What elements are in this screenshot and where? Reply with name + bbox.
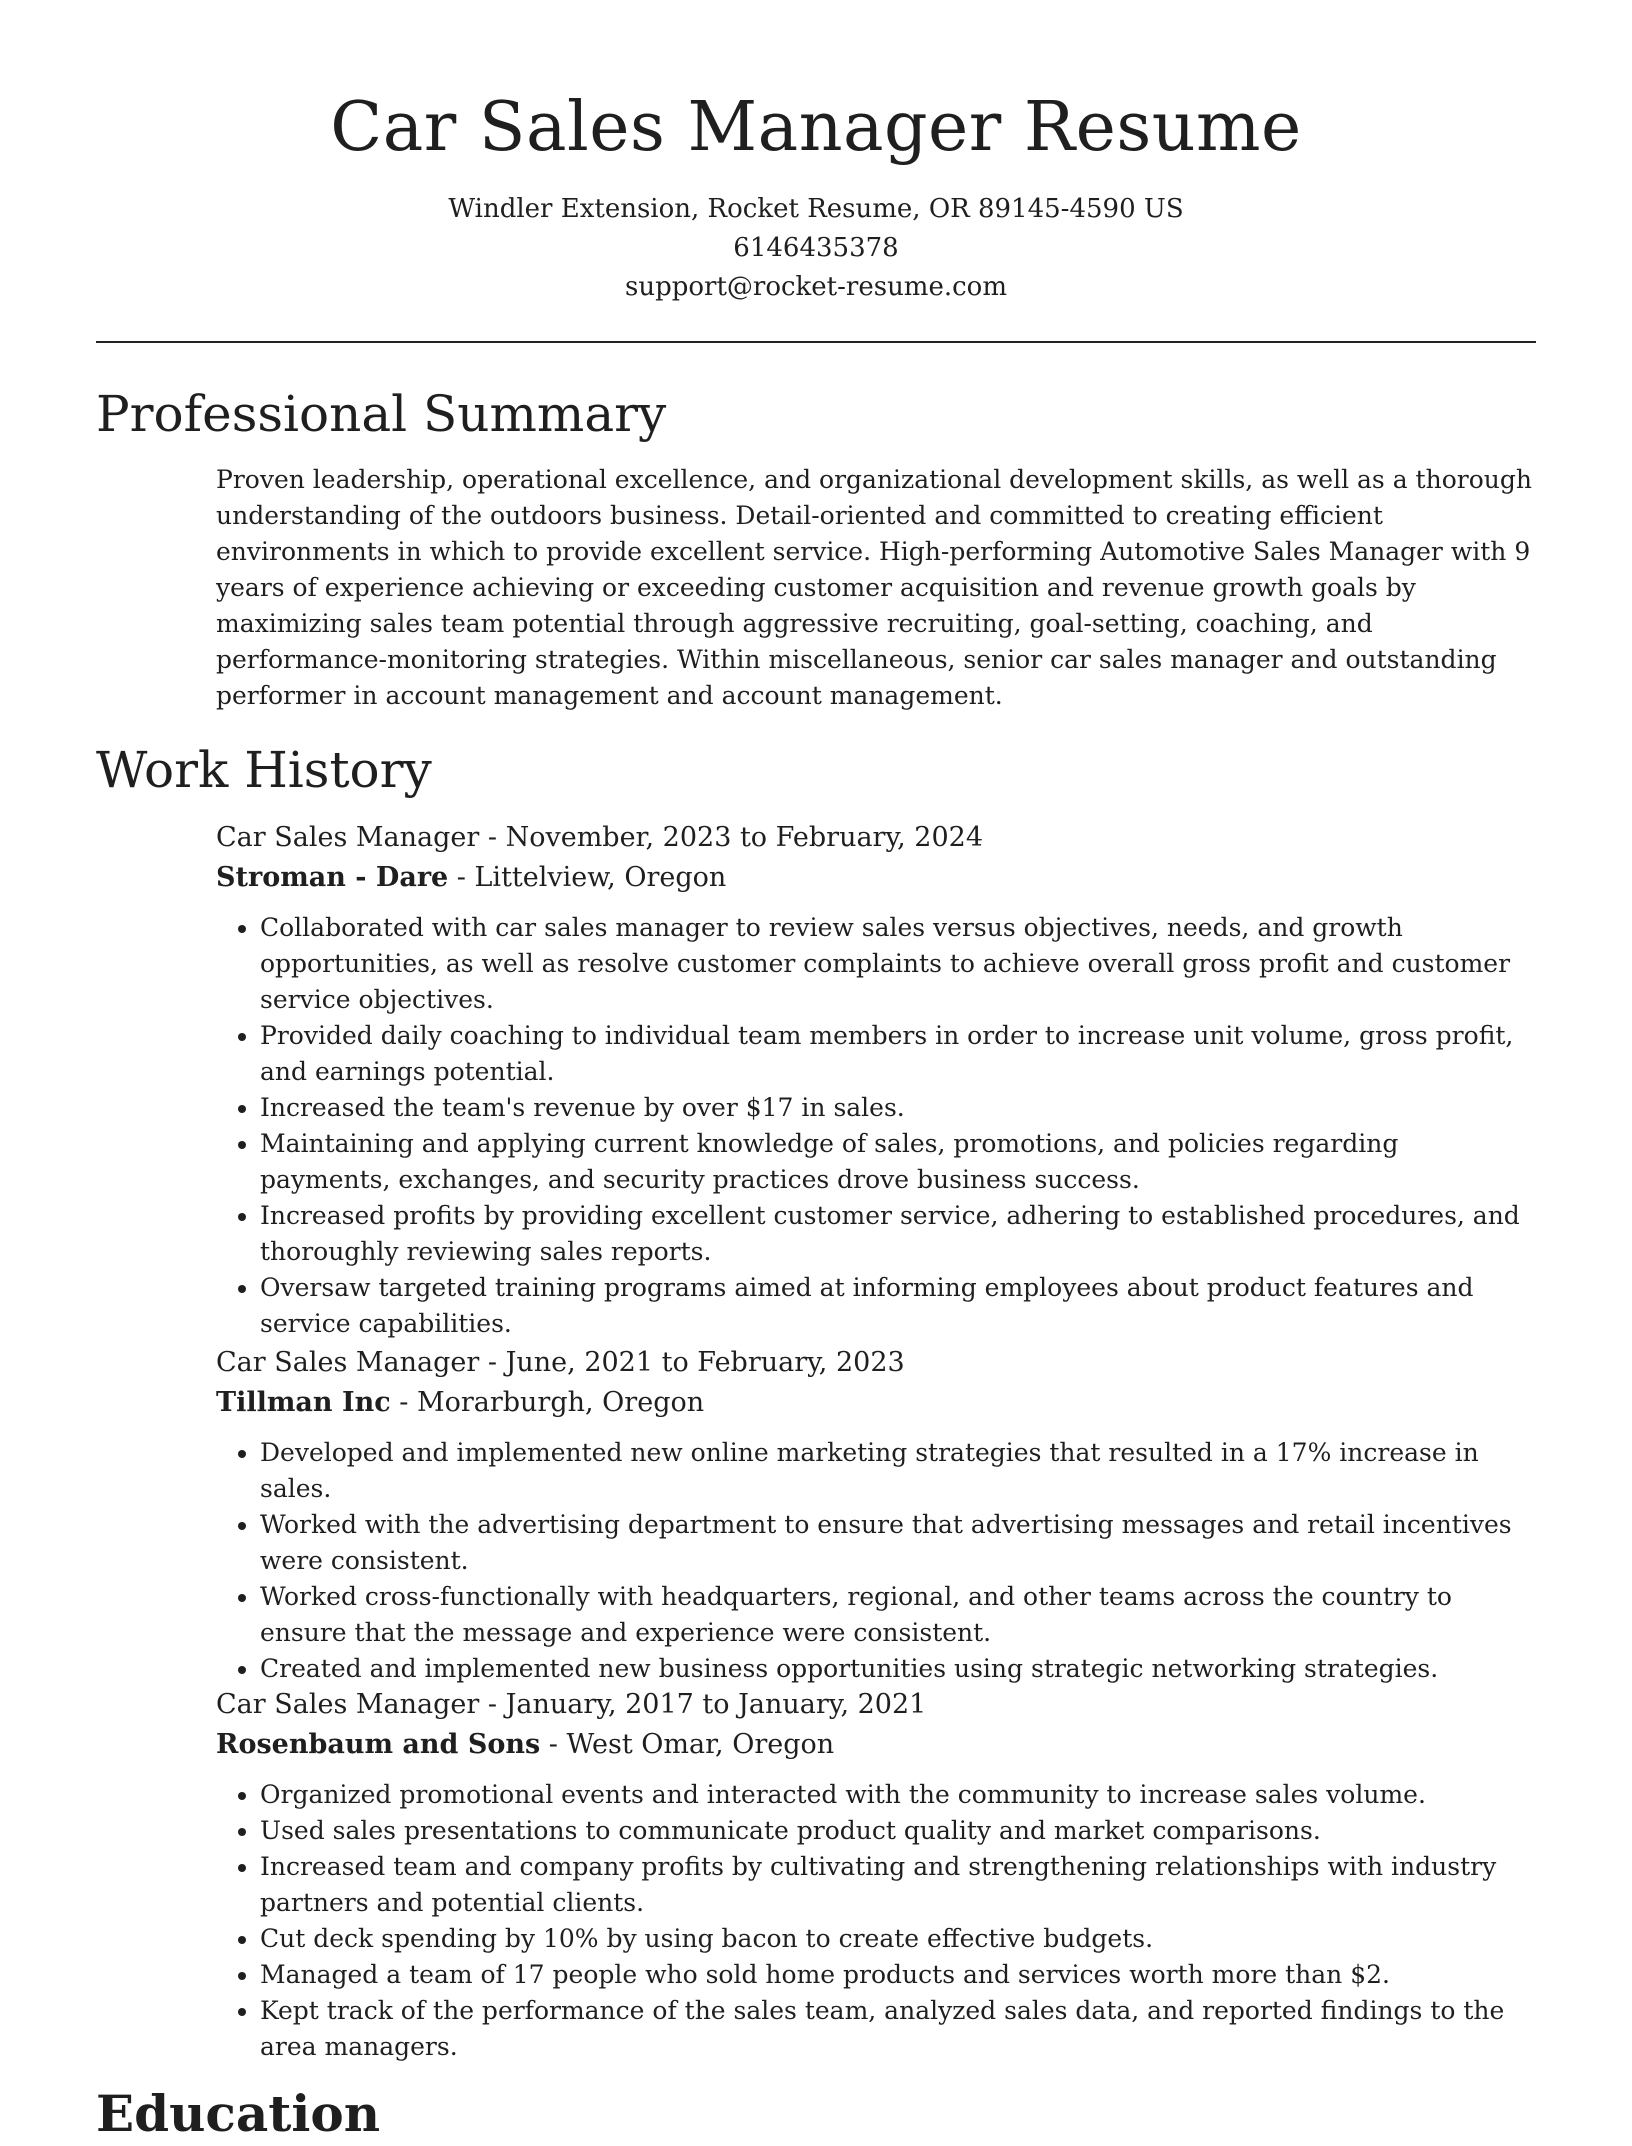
job-title-line: Car Sales Manager - November, 2023 to February, 2024 xyxy=(216,822,984,853)
list-item: • Increased team and company profits by cultivating and strengthening relationships with industry partners and potential clients. xyxy=(260,1849,1536,1921)
list-item: • Kept track of the performance of the sales team, analyzed sales data, and reported findings to the area managers. xyxy=(260,1993,1536,2065)
list-item: • Developed and implemented new online marketing strategies that resulted in a 17% increase in sales. xyxy=(260,1435,1536,1507)
job-bullets xyxy=(216,1435,1536,1687)
list-item: • Collaborated with car sales manager to review sales versus objectives, needs, and growth opportunities, as well as resolve customer complaints to achieve overall gross profit and customer service objectives. xyxy=(260,910,1536,1018)
job-title-line: Car Sales Manager - January, 2017 to January, 2021 xyxy=(216,1689,927,1720)
list-item: • Organized promotional events and interacted with the community to increase sales volume. xyxy=(260,1777,1536,1813)
job-location: - Morarburgh, Oregon xyxy=(390,1387,705,1418)
job-bullets xyxy=(216,1777,1536,2065)
list-item: • Worked cross-functionally with headquarters, regional, and other teams across the country to ensure that the message and experience were consistent. xyxy=(260,1579,1536,1651)
job-company: Stroman - Dare xyxy=(216,862,449,893)
job-entry xyxy=(216,818,1536,1342)
list-item: • Oversaw targeted training programs aimed at informing employees about product features and service capabilities. xyxy=(260,1270,1536,1342)
summary-heading: Professional Summary xyxy=(96,385,667,443)
list-item: • Managed a team of 17 people who sold home products and services worth more than $2. xyxy=(260,1957,1536,1993)
contact-email: support@rocket-resume.com xyxy=(624,272,1007,302)
list-item: • Increased the team's revenue by over $17 in sales. xyxy=(260,1090,1536,1126)
list-item: • Cut deck spending by 10% by using bacon to create effective budgets. xyxy=(260,1921,1536,1957)
resume-title: Car Sales Manager Resume xyxy=(330,88,1302,167)
list-item: • Increased profits by providing excellent customer service, adhering to established procedures, and thoroughly reviewing sales reports. xyxy=(260,1198,1536,1270)
job-bullets xyxy=(216,910,1536,1342)
list-item: • Used sales presentations to communicate product quality and market comparisons. xyxy=(260,1813,1536,1849)
job-title-line: Car Sales Manager - June, 2021 to February, 2023 xyxy=(216,1347,905,1378)
summary-text: Proven leadership, operational excellence, and organizational development skills, as well as a thorough understanding of the outdoors business. Detail-oriented and committed to creating efficient environments in which to provide excellent service. High-performing Automotive Sales Manager with 9 years of experience achieving or exceeding customer acquisition and revenue growth goals by maximizing sales team potential through aggressive recruiting, goal-setting, coaching, and performance-monitoring strategies. Within miscellaneous, senior car sales manager and outstanding performer in account management and account management. xyxy=(216,465,1532,710)
contact-phone: 6146435378 xyxy=(733,233,899,263)
job-entry xyxy=(216,1685,1536,2065)
list-item: • Maintaining and applying current knowledge of sales, promotions, and policies regarding payments, exchanges, and security practices drove business success. xyxy=(260,1126,1536,1198)
job-company: Tillman Inc xyxy=(216,1387,391,1418)
job-company: Rosenbaum and Sons xyxy=(216,1729,541,1760)
list-item: • Worked with the advertising department to ensure that advertising messages and retail incentives were consistent. xyxy=(260,1507,1536,1579)
list-item: • Created and implemented new business opportunities using strategic networking strategies. xyxy=(260,1651,1536,1687)
job-company-line xyxy=(216,858,1536,898)
job-entry xyxy=(216,1343,1536,1687)
job-company-line xyxy=(216,1383,1536,1423)
education-heading: Education xyxy=(96,2084,381,2143)
contact-block xyxy=(0,190,1632,307)
job-company-line xyxy=(216,1725,1536,1765)
contact-address: Windler Extension, Rocket Resume, OR 89145-4590 US xyxy=(448,194,1184,224)
job-location: - Littelview, Oregon xyxy=(448,862,727,893)
header-divider xyxy=(96,341,1536,343)
work-history-heading: Work History xyxy=(96,741,432,799)
list-item: • Provided daily coaching to individual team members in order to increase unit volume, gross profit, and earnings potential. xyxy=(260,1018,1536,1090)
job-location: - West Omar, Oregon xyxy=(540,1729,835,1760)
